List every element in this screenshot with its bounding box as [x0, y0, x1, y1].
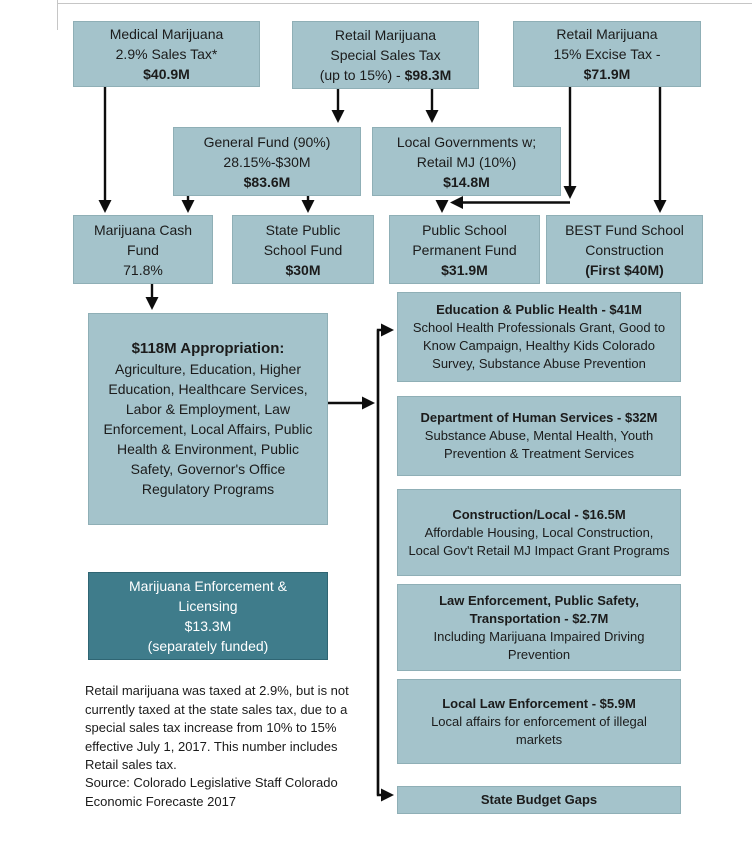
allocation-local-law-enforcement: [397, 679, 681, 764]
appropriation-body: Agriculture, Education, Higher Education, Healthcare Services, Labor & Employment, Law Enforcement, Local Affairs, Public Health & Environment, Public Safety, Governor's Office Regulatory Programs: [103, 361, 313, 497]
box-amount: $83.6M: [243, 173, 291, 190]
box-retail-special-sales-tax: [292, 21, 479, 89]
box-general-fund: [173, 127, 361, 196]
box-line: 2.9% Sales Tax*: [115, 46, 218, 62]
box-line: Local Governments w;: [396, 133, 537, 150]
box-appropriation: [88, 313, 328, 525]
allocation-title: Education & Public Health - $41M: [436, 302, 642, 317]
box-line: Marijuana Cash: [93, 221, 193, 238]
box-line: Fund: [127, 241, 159, 258]
box-amount: (First $40M): [585, 261, 664, 278]
box-line: Retail Marijuana: [556, 26, 658, 42]
box-line: Permanent Fund: [412, 241, 517, 258]
box-line: Public School: [422, 221, 507, 238]
box-state-public-school-fund: [232, 215, 374, 284]
box-line: 28.15%-$30M: [223, 153, 311, 170]
allocation-desc: School Health Professionals Grant, Good to Know Campaign, Healthy Kids Colorado Survey, Substance Abuse Prevention: [412, 320, 666, 371]
box-amount-value: $98.3M: [404, 67, 452, 83]
box-amount: 71.8%: [123, 261, 163, 278]
box-line: Licensing: [178, 598, 238, 614]
allocation-title: Department of Human Services - $32M: [420, 410, 658, 425]
allocation-construction-local: [397, 489, 681, 576]
allocation-title: Law Enforcement, Public Safety, Transportation - $2.7M: [439, 592, 639, 626]
box-amount: $30M: [285, 261, 321, 278]
box-retail-excise-tax: [513, 21, 701, 87]
box-line: Medical Marijuana: [109, 26, 224, 42]
box-medical-marijuana-sales-tax: [73, 21, 260, 87]
allocation-state-budget-gaps: [397, 786, 681, 814]
box-local-governments: [372, 127, 561, 196]
allocation-title: Construction/Local - $16.5M: [452, 506, 626, 522]
footnote: Retail marijuana was taxed at 2.9%, but is not currently taxed at the state sales tax, due to a special sales tax increase from 10% to 15% effective July 1, 2017. This number includes Retail sales tax.: [85, 683, 349, 772]
box-line: Special Sales Tax: [330, 47, 441, 63]
box-line: BEST Fund School: [565, 221, 684, 238]
allocation-desc: Local affairs for enforcement of illegal markets: [431, 713, 647, 747]
allocation-title: State Budget Gaps: [480, 792, 598, 807]
box-line: School Fund: [263, 241, 343, 258]
appropriation-title: $118M Appropriation:: [131, 340, 285, 357]
box-line: Retail MJ (10%): [416, 153, 517, 170]
allocation-human-services: [397, 396, 681, 476]
trunk-to-budget-gaps: [378, 330, 391, 795]
allocation-title: Local Law Enforcement - $5.9M: [442, 695, 636, 711]
box-line: Retail Marijuana: [334, 27, 437, 43]
allocation-desc: Affordable Housing, Local Construction, Local Gov't Retail MJ Impact Grant Programs: [408, 524, 670, 558]
box-marijuana-cash-fund: [73, 215, 213, 284]
box-amount: $31.9M: [441, 261, 488, 278]
box-line: (separately funded): [147, 638, 269, 654]
box-line: Marijuana Enforcement &: [129, 578, 287, 594]
box-line: State Public: [265, 221, 341, 238]
frame-line-left: [57, 0, 58, 30]
box-marijuana-enforcement-licensing: [88, 572, 328, 660]
box-line: 15% Excise Tax -: [553, 46, 661, 62]
allocation-desc: Including Marijuana Impaired Driving Prevention: [433, 628, 645, 662]
box-amount-prefix: (up to 15%) -: [319, 67, 405, 83]
box-amount: $13.3M: [184, 618, 232, 634]
allocation-desc: Substance Abuse, Mental Health, Youth Prevention & Treatment Services: [424, 428, 654, 461]
box-line: General Fund (90%): [203, 133, 331, 150]
trunk-to-education: [378, 330, 391, 795]
box-amount: [320, 65, 452, 85]
box-amount: $40.9M: [143, 66, 190, 82]
box-amount: $71.9M: [583, 66, 631, 82]
box-amount: $14.8M: [443, 173, 490, 190]
frame-line-top: [57, 3, 752, 4]
box-best-fund-school-construction: [546, 215, 703, 284]
box-public-school-permanent-fund: [389, 215, 540, 284]
box-line: Construction: [585, 241, 664, 258]
source-citation: Source: Colorado Legislative Staff Colorado Economic Forecaste 2017: [85, 775, 338, 809]
allocation-law-enforcement-public-safety: [397, 584, 681, 671]
allocation-education-public-health: [397, 292, 681, 382]
